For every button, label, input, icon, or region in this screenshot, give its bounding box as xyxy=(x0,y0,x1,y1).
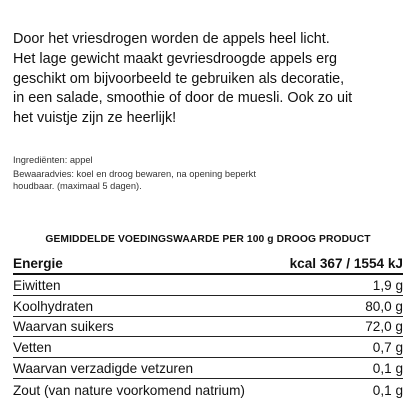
nutrition-row xyxy=(13,275,403,296)
nutrient-value: kcal 367 / 1554 kJ xyxy=(289,256,403,271)
nutrient-label: Koolhydraten xyxy=(13,298,94,314)
nutrient-value: 72,0 g xyxy=(365,319,403,335)
storage-advice-line: Bewaaradvies: koel en droog bewaren, na opening beperkt xyxy=(13,169,256,180)
nutrition-row xyxy=(13,296,403,317)
description-line: het vuistje zijn ze heerlijk! xyxy=(13,110,177,127)
description-line: Het lage gewicht maakt gevriesdroogde appels erg xyxy=(13,50,337,67)
nutrition-row xyxy=(13,358,403,379)
nutrition-table xyxy=(13,253,403,400)
description-line: Door het vriesdrogen worden de appels heel licht. xyxy=(13,31,330,47)
nutrient-value: 0,7 g xyxy=(372,340,403,356)
product-description xyxy=(13,30,409,129)
nutrient-label: Vetten xyxy=(13,340,52,356)
nutrient-value: 80,0 g xyxy=(365,298,403,314)
nutrition-header-row xyxy=(13,253,403,275)
nutrient-value: 1,9 g xyxy=(372,277,403,293)
ingredients-text: Ingrediënten: appel xyxy=(13,155,93,165)
nutrition-table-title: GEMIDDELDE VOEDINGSWAARDE PER 100 g DROOG PRODUCT xyxy=(45,234,371,245)
product-info xyxy=(13,155,256,192)
description-line: in een salade, smoothie of door de muesli. Ook zo uit xyxy=(13,90,353,107)
storage-advice-line: houdbaar. (maximaal 5 dagen). xyxy=(13,180,142,191)
nutrition-row xyxy=(13,337,403,358)
nutrient-value: 0,1 g xyxy=(372,360,403,376)
nutrient-label: Eiwitten xyxy=(13,277,61,293)
nutrition-row xyxy=(13,379,403,400)
nutrition-row xyxy=(13,317,403,338)
nutrient-label: Zout (van nature voorkomend natrium) xyxy=(13,382,245,398)
nutrient-label: Energie xyxy=(13,256,63,271)
description-line: geschikt om bijvoorbeeld te gebruiken als decoratie, xyxy=(13,70,345,87)
nutrient-value: 0,1 g xyxy=(372,382,403,398)
nutrient-label: Waarvan verzadigde vetzuren xyxy=(13,360,194,376)
nutrient-label: Waarvan suikers xyxy=(13,319,114,335)
